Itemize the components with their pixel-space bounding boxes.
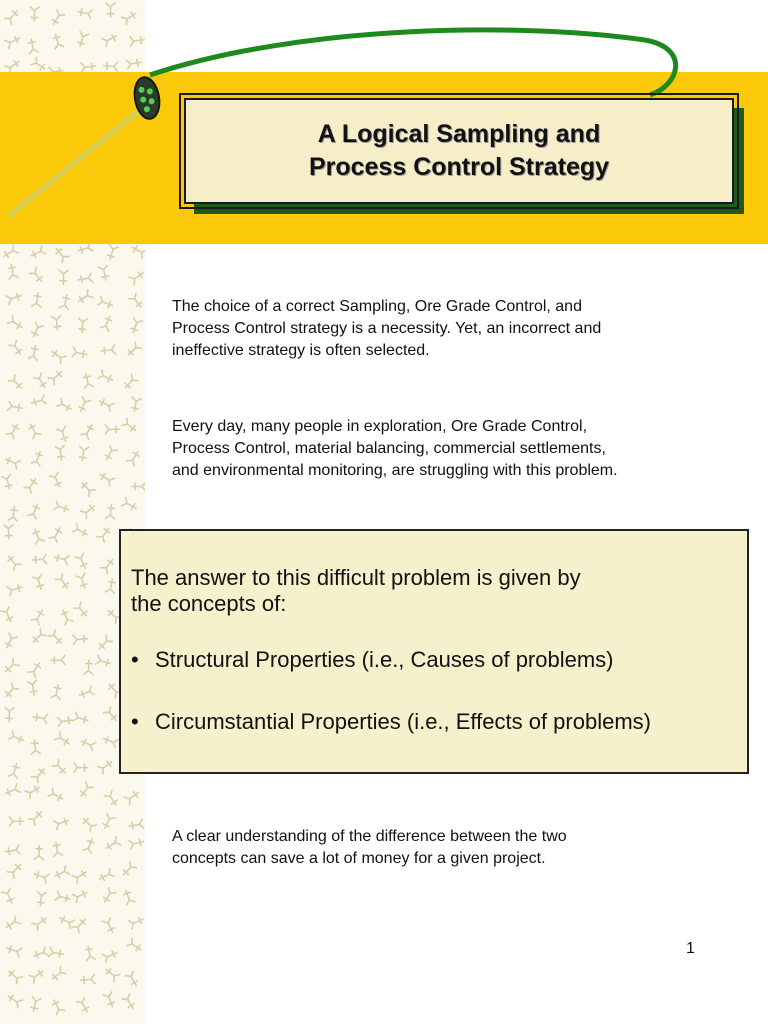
paragraph-line: The choice of a correct Sampling, Ore Grade Control, and (172, 298, 582, 315)
paragraph-line: ineffective strategy is often selected. (172, 342, 430, 359)
page-number: 1 (686, 940, 695, 957)
closing-paragraph (172, 826, 742, 870)
answer-intro (131, 565, 747, 617)
intro-paragraph (172, 296, 742, 362)
title-line-1: A Logical Sampling and (317, 120, 601, 148)
bullet-dot: • (131, 709, 139, 734)
bullet-dot: • (131, 647, 139, 672)
paragraph-line: concepts can save a lot of money for a given project. (172, 850, 546, 867)
answer-box (119, 529, 749, 774)
title-box (184, 98, 734, 204)
title-line-2: Process Control Strategy (308, 153, 610, 181)
paragraph-line: and environmental monitoring, are struggling with this problem. (172, 462, 618, 479)
bullet-text: Structural Properties (i.e., Causes of problems) (155, 647, 614, 672)
bullet-item-structural (131, 647, 747, 673)
paragraph-line: A clear understanding of the difference between the two (172, 828, 567, 845)
paragraph-line: Every day, many people in exploration, Ore Grade Control, (172, 418, 588, 435)
paragraph-line: Process Control strategy is a necessity. Yet, an incorrect and (172, 320, 602, 337)
paragraph-line: Process Control, material balancing, commercial settlements, (172, 440, 606, 457)
problem-paragraph (172, 416, 742, 482)
bullet-text: Circumstantial Properties (i.e., Effects of problems) (155, 709, 651, 734)
bullet-item-circumstantial (131, 709, 747, 735)
answer-intro-line: the concepts of: (131, 591, 287, 616)
answer-intro-line: The answer to this difficult problem is given by (131, 565, 581, 590)
